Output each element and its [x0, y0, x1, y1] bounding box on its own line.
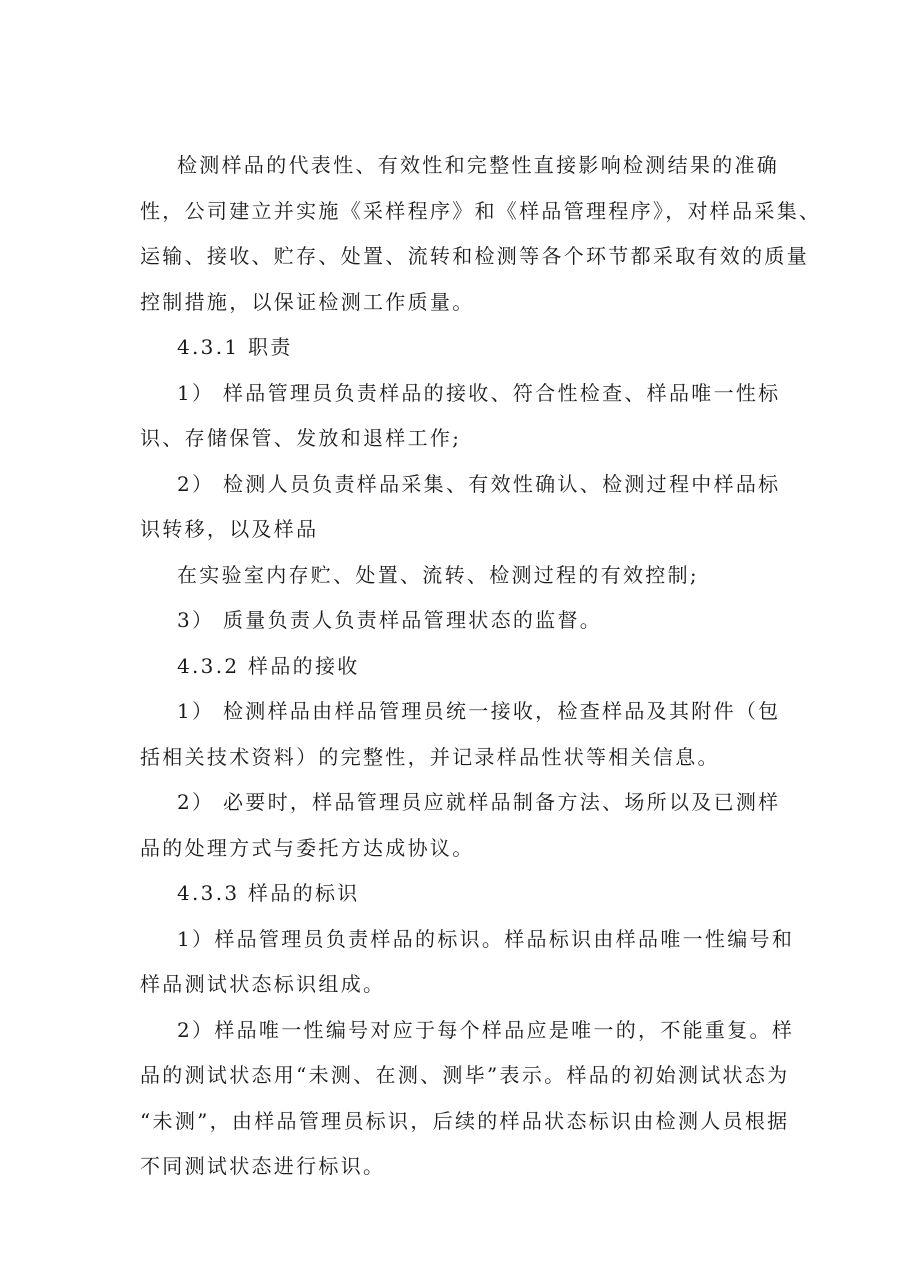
section-432-item-2-line-1: 2） 必要时，样品管理员应就样品制备方法、场所以及已测样: [177, 790, 781, 814]
section-433-item-1-line-1: 1）样品管理员负责样品的标识。样品标识由样品唯一性编号和: [177, 927, 795, 951]
section-433-heading: 4.3.3 样品的标识: [177, 881, 360, 905]
section-431-item-2-line-2: 识转移，以及样品: [140, 517, 319, 541]
intro-line-4: 控制措施，以保证检测工作质量。: [140, 290, 475, 314]
section-433-item-2-line-3: “未测”，由样品管理员标识，后续的样品状态标识由检测人员根据: [140, 1109, 790, 1133]
document-page: [140, 0, 822, 1273]
intro-line-3: 运输、接收、贮存、处置、流转和检测等各个环节都采取有效的质量: [140, 244, 809, 268]
section-431-heading: 4.3.1 职责: [177, 335, 293, 359]
section-432-item-1-line-2: 括相关技术资料）的完整性，并记录样品性状等相关信息。: [140, 745, 720, 769]
section-431-item-2-line-1: 2） 检测人员负责样品采集、有效性确认、检测过程中样品标: [177, 472, 781, 496]
section-432-item-1-line-1: 1） 检测样品由样品管理员统一接收，检查样品及其附件（包: [177, 699, 781, 723]
section-433-item-2-line-1: 2）样品唯一性编号对应于每个样品应是唯一的，不能重复。样: [177, 1018, 795, 1042]
section-431-item-1-line-2: 识、存储保管、发放和退样工作;: [140, 426, 462, 450]
intro-line-2: 性，公司建立并实施《采样程序》和《样品管理程序》，对样品采集、: [140, 199, 822, 223]
section-432-item-2-line-2: 品的处理方式与委托方达成协议。: [140, 836, 475, 860]
section-432-heading: 4.3.2 样品的接收: [177, 654, 360, 678]
section-433-item-1-line-2: 样品测试状态标识组成。: [140, 972, 386, 996]
section-431-item-2-line-3: 在实验室内存贮、处置、流转、检测过程的有效控制;: [177, 563, 699, 587]
section-431-item-1-line-1: 1） 样品管理员负责样品的接收、符合性检查、样品唯一性标: [177, 381, 781, 405]
section-431-item-3-line-1: 3） 质量负责人负责样品管理状态的监督。: [177, 608, 603, 632]
section-433-item-2-line-2: 品的测试状态用“未测、在测、测毕”表示。样品的初始测试状态为: [140, 1063, 790, 1087]
section-433-item-2-line-4: 不同测试状态进行标识。: [140, 1154, 386, 1178]
intro-line-1: 检测样品的代表性、有效性和完整性直接影响检测结果的准确: [177, 153, 780, 177]
